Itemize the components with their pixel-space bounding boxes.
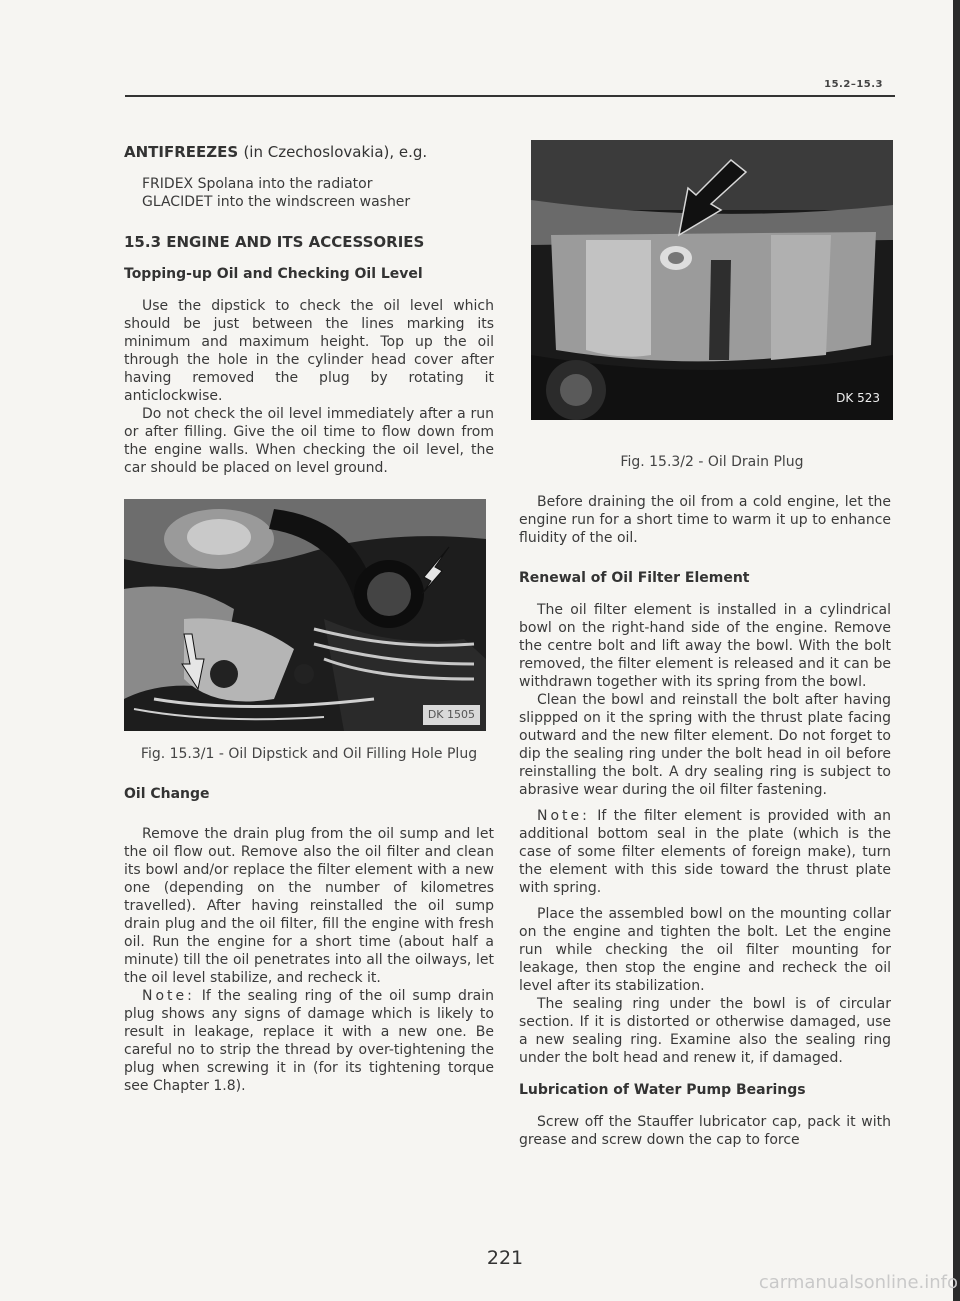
oil-change-note	[124, 987, 494, 1095]
antifreeze-heading	[124, 143, 494, 161]
antifreeze-item: GLACIDET into the windscreen washer	[142, 194, 411, 210]
filter-note	[519, 807, 891, 897]
filter-paragraph-2: Clean the bowl and reinstall the bolt after having slippped on it the spring with the thrust plate facing outward and the new filter element. Do not forget to dip the sealing ring under the bolt head in oil before reinstalling the bolt. A dry sealing ring is subject to abrasive wear during the oil filter fastening.	[519, 692, 891, 798]
figure-engine-caption: Fig. 15.3/1 - Oil Dipstick and Oil Filling Hole Plug	[140, 746, 478, 762]
antifreeze-title: ANTIFREEZES	[124, 143, 239, 161]
note-label: Note:	[142, 988, 195, 1004]
section-heading: 15.3 ENGINE AND ITS ACCESSORIES	[124, 233, 425, 251]
watermark: carmanualsonline.info	[758, 1272, 958, 1293]
filter-paragraph-4: The sealing ring under the bowl is of circular section. If it is distorted or otherwise damaged, use a new sealing ring. Examine also the sealing ring under the bolt head and renew it, if damaged.	[519, 996, 891, 1066]
figure-sump-photo	[531, 140, 893, 420]
filter-heading: Renewal of Oil Filter Element	[519, 570, 750, 586]
page-number: 221	[486, 1247, 524, 1269]
pump-heading: Lubrication of Water Pump Bearings	[519, 1082, 806, 1098]
oil-change-note-text: If the sealing ring of the oil sump drain plug shows any signs of damage which is likely to result in leakage, replace it with a new one. Be careful no to strip the thread by over-tightening the plug when screwing it in (for its tightening torque see Chapter 1.8).	[124, 988, 495, 1094]
antifreeze-item: FRIDEX Spolana into the radiator	[142, 176, 373, 192]
topping-paragraph-1: Use the dipstick to check the oil level which should be just between the lines marking its minimum and maximum height. Top up the oil through the hole in the cylinder head cover after having removed the plug by rotating it anticlockwise.	[124, 298, 494, 404]
pump-paragraph: Screw off the Stauffer lubricator cap, pack it with grease and screw down the cap to force	[519, 1114, 891, 1148]
note-label: Note:	[537, 808, 590, 824]
antifreeze-suffix: (in Czechoslovakia), e.g.	[243, 143, 428, 161]
section-range: 15.2–15.3	[824, 79, 883, 90]
figure-engine-label: DK 1505	[423, 705, 480, 725]
engine-photo-image	[124, 499, 486, 731]
figure-engine-photo	[124, 499, 486, 731]
figure-sump-caption: Fig. 15.3/2 - Oil Drain Plug	[620, 454, 804, 470]
antifreeze-list	[142, 175, 494, 211]
topping-heading: Topping-up Oil and Checking Oil Level	[124, 266, 423, 282]
topping-paragraph-2: Do not check the oil level immediately after a run or after filling. Give the oil time to flow down from the engine walls. When checking the oil level, the car should be placed on level ground.	[124, 406, 494, 476]
right-column	[519, 493, 891, 1149]
oil-change-heading: Oil Change	[124, 786, 210, 802]
filter-paragraph-1: The oil filter element is installed in a cylindrical bowl on the right-hand side of the engine. Remove the centre bolt and lift away the bowl. With the bolt removed, the filter element is released and it can be withdrawn together with its spring from the bowl.	[519, 602, 891, 690]
oil-change-paragraph: Remove the drain plug from the oil sump and let the oil flow out. Remove also the oil filter and clean its bowl and/or replace the filter element with a new one (depending on the number of kilometres travelled). After having reinstalled the oil sump drain plug and the oil filter, fill the engine with fresh oil. Run the engine for a short time (about half a minute) till the oil penetrates into all the oilways, let the oil level stabilize, and recheck it.	[124, 826, 494, 986]
header-rule	[125, 95, 895, 97]
filter-note-text: If the filter element is provided with an additional bottom seal in the plate (which is the case of some filter elements of foreign make), turn the element with this side toward the thrust plate with spring.	[519, 808, 892, 896]
drain-paragraph: Before draining the oil from a cold engine, let the engine run for a short time to warm it up to enhance fluidity of the oil.	[519, 494, 891, 546]
figure-sump-label: DK 523	[836, 391, 880, 405]
left-column	[124, 143, 494, 1095]
page-edge	[953, 0, 960, 1301]
sump-photo-image	[531, 140, 893, 420]
filter-paragraph-3: Place the assembled bowl on the mounting collar on the engine and tighten the bolt. Let the engine run while checking the oil filter mounting for leakage, then stop the engine and recheck the oil level after its stabilization.	[519, 906, 891, 994]
